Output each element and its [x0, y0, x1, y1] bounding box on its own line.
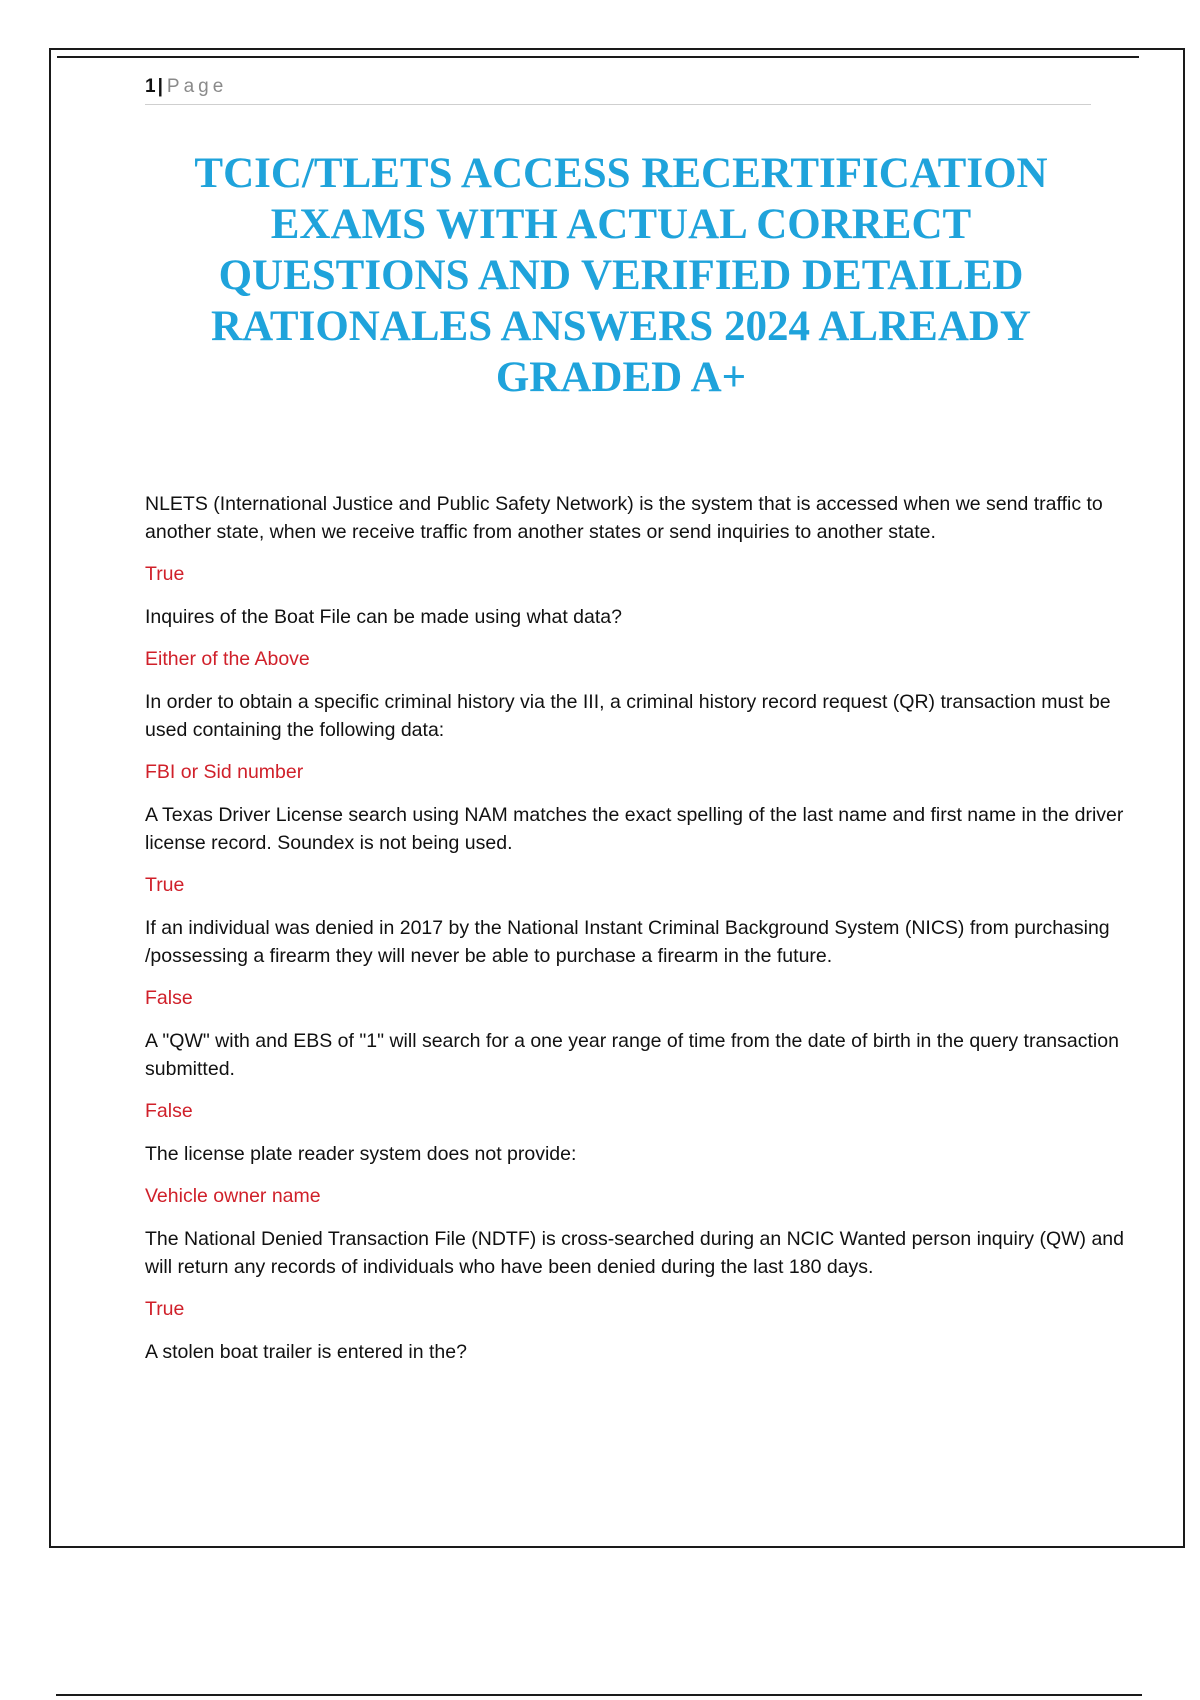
answer-7: Vehicle owner name [145, 1185, 321, 1207]
question-4: A Texas Driver License search using NAM matches the exact spelling of the last name and first name in the driver license record. Soundex is not being used. [145, 804, 1124, 854]
document-page [49, 48, 1185, 1548]
document-title: TCIC/TLETS ACCESS RECERTIFICATION EXAMS WITH ACTUAL CORRECT QUESTIONS AND VERIFIED DETAILED RATIONALES ANSWERS 2024 ALREADY GRADED A+ [194, 150, 1048, 401]
page-separator: | [157, 76, 163, 97]
page-header [145, 76, 1091, 105]
page-label: Page [166, 76, 228, 97]
question-7: The license plate reader system does not provide: [145, 1143, 577, 1165]
qa-list [145, 490, 1135, 1380]
answer-6: False [145, 1100, 193, 1122]
answer-5: False [145, 987, 193, 1009]
question-6: A "QW" with and EBS of "1" will search for a one year range of time from the date of birth in the query transaction submitted. [145, 1030, 1119, 1080]
bottom-rule [56, 1694, 1142, 1696]
question-3: In order to obtain a specific criminal history via the III, a criminal history record request (QR) transaction must be used containing the following data: [145, 691, 1111, 741]
question-5: If an individual was denied in 2017 by the National Instant Criminal Background System (NICS) from purchasing /possessing a firearm they will never be able to purchase a firearm in the future. [145, 917, 1110, 967]
answer-1: True [145, 563, 185, 585]
question-8: The National Denied Transaction File (NDTF) is cross-searched during an NCIC Wanted person inquiry (QW) and will return any records of individuals who have been denied during the last 180 days. [145, 1228, 1124, 1278]
question-9: A stolen boat trailer is entered in the? [145, 1341, 467, 1363]
question-1: NLETS (International Justice and Public Safety Network) is the system that is accessed when we send traffic to another state, when we receive traffic from another states or send inquiries to another state. [145, 493, 1103, 543]
question-2: Inquires of the Boat File can be made using what data? [145, 606, 622, 628]
answer-3: FBI or Sid number [145, 761, 304, 783]
page-number: 1 [145, 76, 156, 97]
answer-2: Either of the Above [145, 648, 310, 670]
answer-4: True [145, 874, 185, 896]
answer-8: True [145, 1298, 185, 1320]
top-rule [57, 56, 1139, 58]
